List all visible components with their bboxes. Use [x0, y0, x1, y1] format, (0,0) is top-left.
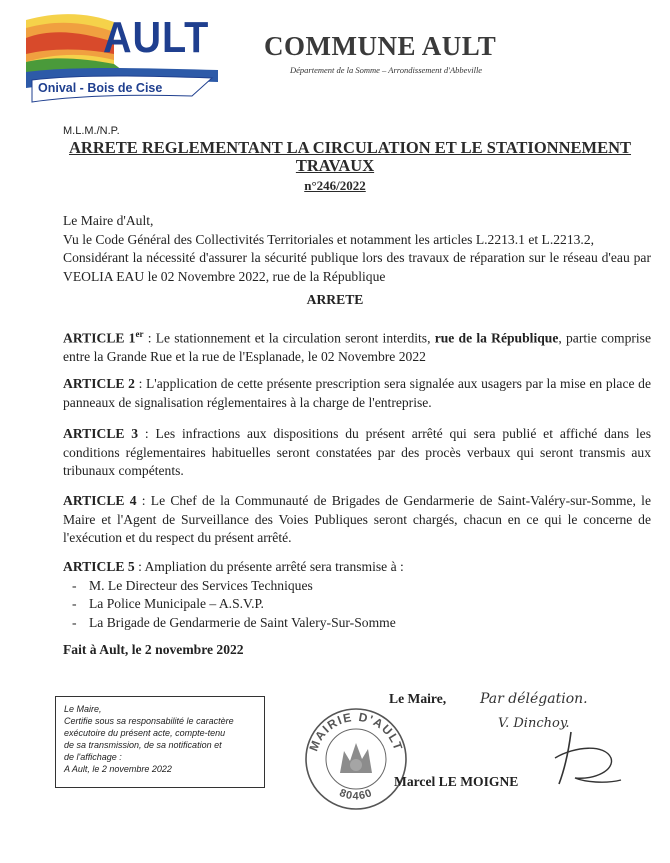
document-reference: M.L.M./N.P. [63, 125, 120, 137]
article-4 [63, 492, 651, 548]
article-label: ARTICLE 5 [63, 559, 135, 574]
document-title: ARRETE REGLEMENTANT LA CIRCULATION ET LE STATIONNEMENT [68, 138, 632, 157]
article-label-sup: er [135, 329, 144, 339]
handwritten-line: Par délégation. [480, 691, 588, 707]
article-label: ARTICLE 4 [63, 493, 137, 508]
arrete-heading: ARRETE [306, 292, 364, 307]
article-text: , partie comprise entre la Grande Rue et la rue de l'Esplanade, le 02 Novembre 2022 [63, 330, 651, 365]
article-text: : Les infractions aux dispositions du présent arrêté qui sera publié et affiché dans les conditions réglementaires habituelles seront constatées par des procès verbaux qui seront transmis aux tribunaux compétents. [63, 426, 651, 478]
logo-subtitle: Onival - Bois de Cise [38, 81, 163, 95]
recipient-item: - La Brigade de Gendarmerie de Saint Valery-Sur-Somme [63, 614, 651, 633]
done-at: Fait à Ault, le 2 novembre 2022 [63, 642, 244, 657]
certification-line: Certifie sous sa responsabilité le caractère [64, 716, 234, 726]
article-text: : L'application de cette présente prescription sera signalée aux usagers par la mise en place de panneaux de signalisation réglementaires à la charge de l'entreprise. [63, 376, 651, 410]
article-label: ARTICLE 1 [63, 330, 136, 346]
stamp-top-text: MAIRIE D'AULT [306, 709, 406, 754]
logo-wordmark: AULT [103, 13, 210, 62]
recipient-item: - La Police Municipale – A.S.V.P. [63, 595, 651, 614]
signatory-title: Le Maire, [389, 691, 447, 706]
document-number: n°246/2022 [304, 178, 366, 193]
certification-line: de sa transmission, de sa notification et [64, 740, 222, 750]
opening-line: Considérant la nécessité d'assurer la sécurité publique lors des travaux de réparation sur le réseau d'eau par VEOLIA EAU le 02 Novembre 2022, rue de la République [63, 250, 651, 284]
article-text: : Le stationnement et la circulation seront interdits, [143, 330, 435, 346]
certification-line: Le Maire, [64, 704, 102, 714]
article-text: : Le Chef de la Communauté de Brigades de Gendarmerie de Saint-Valéry-sur-Somme, le Maire et l'Agent de Surveillance des Voies Publiques seront chargés, chacun en ce qui le concerne de l'exécution et du respect du présent arrêté. [63, 493, 651, 545]
mayor-signature [535, 728, 625, 788]
mayor-name: Marcel LE MOIGNE [394, 774, 519, 789]
document-title-line2: TRAVAUX [295, 156, 375, 175]
article-label: ARTICLE 2 [63, 376, 135, 391]
article-5 [63, 558, 651, 632]
article-3 [63, 425, 651, 481]
commune-subtitle: Département de la Somme – Arrondissement d'Abbeville [290, 65, 483, 75]
certification-line: A Ault, le 2 novembre 2022 [64, 764, 172, 774]
article-1 [63, 325, 651, 367]
article-text: : Ampliation du présente arrêté sera transmise à : [134, 559, 404, 574]
certification-box [55, 696, 265, 788]
opening-section [63, 212, 651, 286]
commune-title: COMMUNE AULT [264, 31, 497, 61]
recipient-item: - M. Le Directeur des Services Techniques [63, 577, 651, 596]
opening-line: Vu le Code Général des Collectivités Territoriales et notamment les articles L.2213.1 et L.2213.2, [63, 231, 595, 247]
mairie-stamp-seal [300, 703, 412, 811]
handwritten-line: V. Dinchoy. [498, 716, 570, 731]
certification-line: exécutoire du présent acte, compte-tenu [64, 728, 226, 738]
stamp-bottom-text: 80460 [337, 786, 375, 803]
article-label: ARTICLE 3 [63, 426, 139, 441]
opening-line: Le Maire d'Ault, [63, 213, 154, 228]
article-street: rue de la République [434, 330, 559, 346]
recipient-list [63, 577, 651, 633]
article-2 [63, 375, 651, 412]
certification-line: de l'affichage : [64, 752, 122, 762]
